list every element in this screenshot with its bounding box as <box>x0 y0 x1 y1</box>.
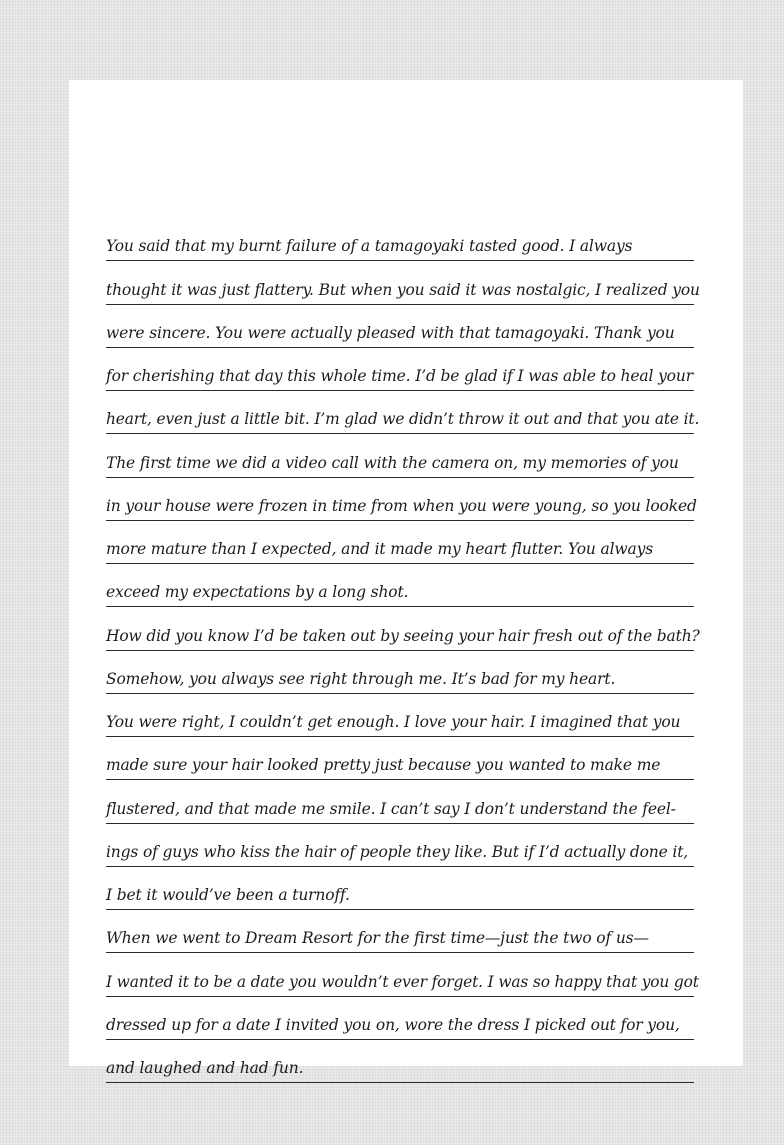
letter-line <box>106 391 700 434</box>
letter-line-text: dressed up for a date I invited you on, wore the dress I picked out for you, <box>106 1015 680 1034</box>
letter-line-text: in your house were frozen in time from when you were young, so you looked <box>106 496 697 515</box>
letter-line-text: You said that my burnt failure of a tamagoyaki tasted good. I always <box>106 237 633 256</box>
letter-line-text: exceed my expectations by a long shot. <box>106 583 409 602</box>
letter-line-text: heart, even just a little bit. I’m glad we didn’t throw it out and that you ate it. <box>106 410 700 429</box>
letter-line <box>106 478 697 521</box>
letter-line-text: ings of guys who kiss the hair of people they like. But if I’d actually done it, <box>106 842 689 861</box>
letter-line <box>106 997 694 1040</box>
letter-line-text: How did you know I’d be taken out by seeing your hair fresh out of the bath? <box>106 626 700 645</box>
letter-line <box>106 305 694 348</box>
letter-paper <box>69 80 743 1077</box>
letter-line-text: made sure your hair looked pretty just because you wanted to make me <box>106 756 661 775</box>
letter-line <box>106 607 700 650</box>
letter-line-text: I wanted it to be a date you wouldn’t ever forget. I was so happy that you got <box>106 972 699 991</box>
letter-line-text: When we went to Dream Resort for the first time—just the two of us— <box>106 929 649 948</box>
letter-line-text: were sincere. You were actually pleased with that tamagoyaki. Thank you <box>106 323 675 342</box>
letter-line <box>106 824 694 867</box>
letter-line-text: Somehow, you always see right through me. It’s bad for my heart. <box>106 669 616 688</box>
letter-lines <box>106 218 700 1083</box>
letter-line-text: I bet it would’ve been a turnoff. <box>106 886 350 904</box>
letter-line <box>106 953 699 996</box>
letter-line <box>106 434 694 477</box>
letter-line <box>106 651 694 694</box>
letter-line-text: The first time we did a video call with the camera on, my memories of you <box>106 453 679 472</box>
letter-line <box>106 564 694 607</box>
letter-line-text: for cherishing that day this whole time. I’d be glad if I was able to heal your <box>106 367 693 385</box>
letter-line-text: more mature than I expected, and it made my heart flutter. You always <box>106 540 654 558</box>
letter-line <box>106 261 700 304</box>
letter-line <box>106 694 694 737</box>
letter-line <box>106 737 694 780</box>
letter-line <box>106 910 694 953</box>
letter-line-text: You were right, I couldn’t get enough. I love your hair. I imagined that you <box>106 713 681 731</box>
letter-line-text: flustered, and that made me smile. I can’t say I don’t understand the feel- <box>106 799 676 818</box>
letter-line <box>106 780 694 823</box>
ruled-line <box>106 1082 694 1083</box>
letter-line <box>106 521 694 564</box>
letter-line-text: and laughed and had fun. <box>106 1059 304 1077</box>
letter-line <box>106 348 694 391</box>
letter-line <box>106 1040 694 1083</box>
letter-line <box>106 218 694 261</box>
letter-line-text: thought it was just flattery. But when you said it was nostalgic, I realized you <box>106 280 700 299</box>
letter-line <box>106 867 694 910</box>
